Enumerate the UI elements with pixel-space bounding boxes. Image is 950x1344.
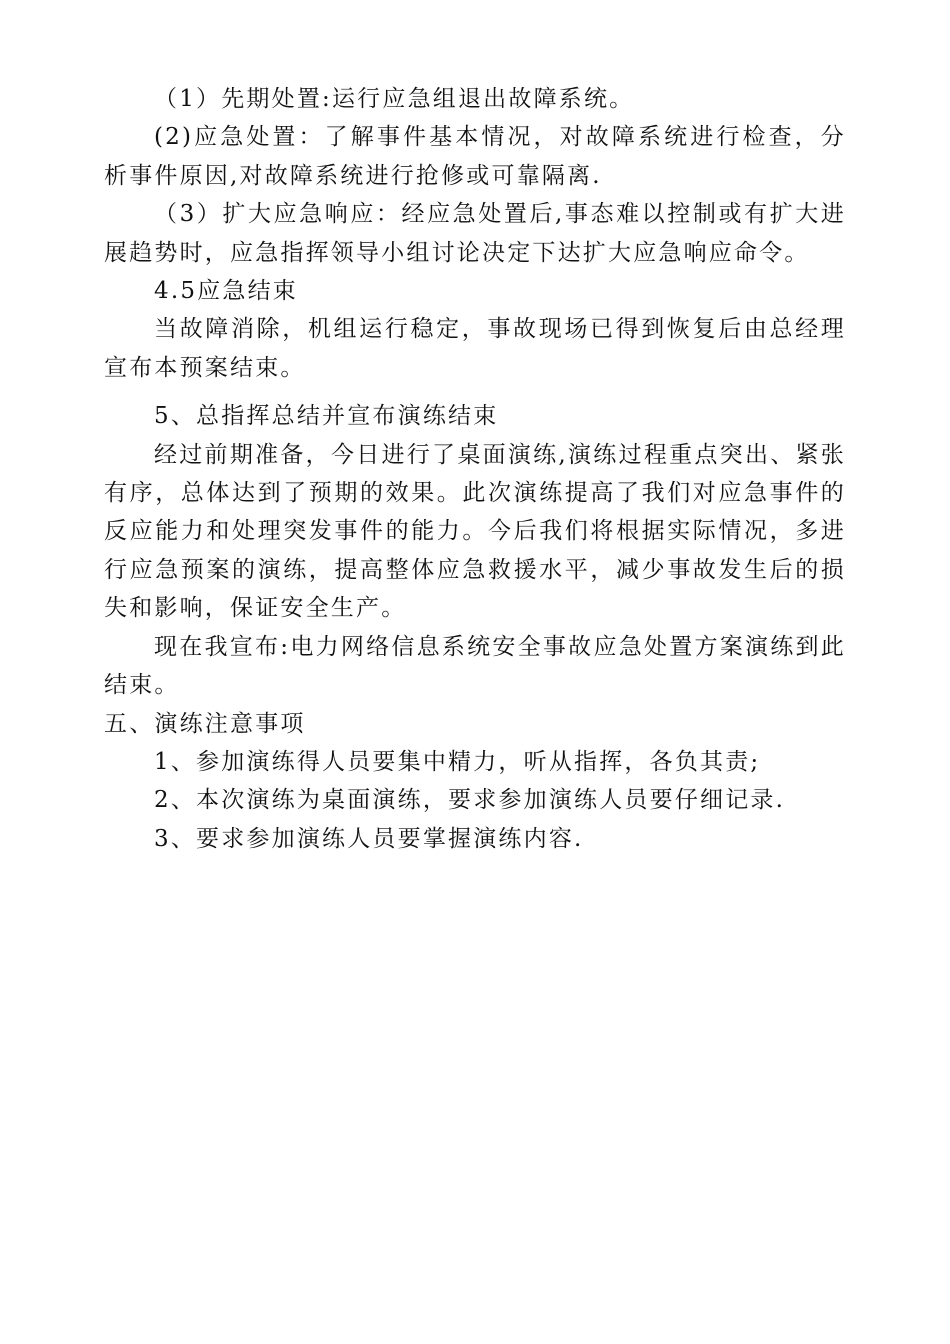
paragraph-initial-response: （1）先期处置:运行应急组退出故障系统。 (154, 86, 635, 112)
paragraph-emergency-end: 当故障消除，机组运行稳定，事故现场已得到恢复后由总经理宣布本预案结束。 (104, 316, 846, 381)
paragraph-expanded-response: （3）扩大应急响应：经应急处置后,事态难以控制或有扩大进展趋势时，应急指挥领导小组讨论决定下达扩大应急响应命令。 (104, 201, 846, 266)
list-item-precaution-1: 1、参加演练得人员要集中精力，听从指挥，各负其责; (154, 748, 761, 775)
document-body (104, 80, 846, 858)
section-heading-drill-summary: 5、总指挥总结并宣布演练结束 (154, 403, 499, 430)
paragraph-drill-closing: 现在我宣布:电力网络信息系统安全事故应急处置方案演练到此结束。 (104, 633, 846, 699)
section-heading-precautions: 五、演练注意事项 (104, 710, 306, 737)
section-heading-emergency-end: 4.5应急结束 (154, 278, 298, 305)
list-item-precaution-3: 3、要求参加演练人员要掌握演练内容. (154, 825, 584, 852)
paragraph-drill-summary: 经过前期准备，今日进行了桌面演练,演练过程重点突出、紧张有序，总体达到了预期的效果。此次演练提高了我们对应急事件的反应能力和处理突发事件的能力。今后我们将根据实际情况，多进行应急预案的演练，提高整体应急救援水平，减少事故发生后的损失和影响，保证安全生产。 (104, 441, 846, 622)
list-item-precaution-2: 2、本次演练为桌面演练，要求参加演练人员要仔细记录. (154, 787, 786, 814)
paragraph-emergency-handling: (2)应急处置：了解事件基本情况，对故障系统进行检查，分析事件原因,对故障系统进行抢修或可靠隔离. (104, 124, 846, 189)
